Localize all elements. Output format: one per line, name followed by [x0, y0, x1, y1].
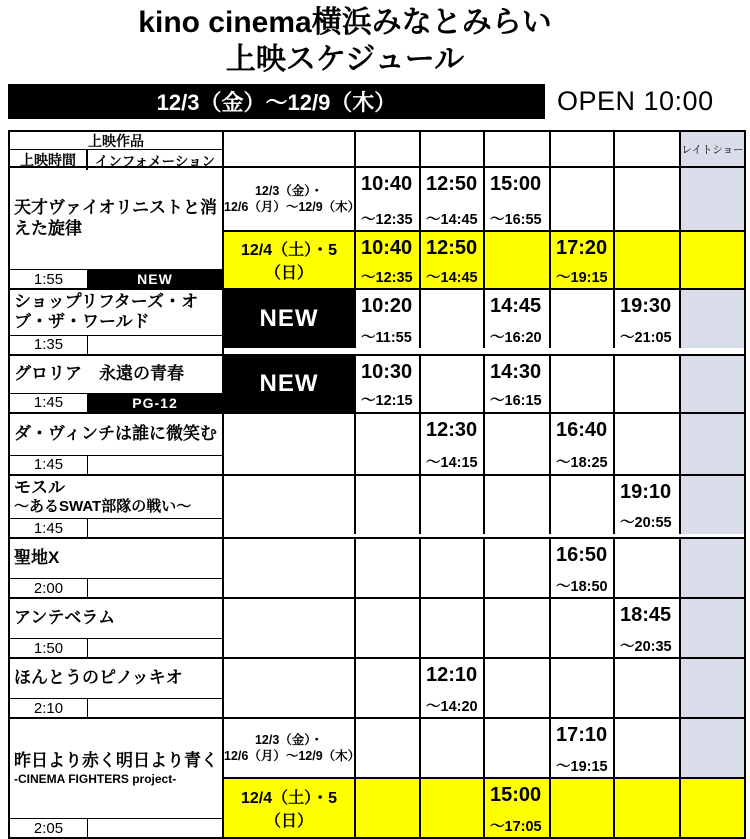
- info-badge: [88, 699, 222, 717]
- showtime-cell: [421, 476, 485, 534]
- showtime-cell: [551, 168, 615, 230]
- showtime-end: ～19:15: [556, 269, 608, 286]
- header-time-column: [356, 132, 421, 166]
- showtime-cell: [356, 539, 421, 597]
- date-cell: [224, 659, 356, 717]
- showtime-cell: [356, 719, 421, 777]
- showtime-cell: [356, 356, 421, 412]
- runtime-value: 1:45: [10, 456, 88, 474]
- showtime-cell: [551, 599, 615, 657]
- showtime-cell: [485, 414, 551, 474]
- runtime-value: 1:45: [10, 394, 88, 412]
- late-show-cell: [681, 290, 744, 348]
- header-time-column: [485, 132, 551, 166]
- showtime-end: ～11:55: [361, 329, 412, 346]
- movie-cell: [10, 356, 224, 412]
- runtime-value: 1:50: [10, 639, 88, 657]
- schedule-subrow: [224, 290, 744, 348]
- subrows: [224, 290, 744, 354]
- date-cell: [224, 476, 356, 534]
- date-cell: [224, 356, 356, 412]
- movie-cell: [10, 168, 224, 288]
- showtime-start: 10:30: [361, 360, 413, 383]
- movie-cell: [10, 476, 224, 537]
- date-cell: [224, 168, 361, 230]
- runtime-info-strip: [10, 578, 222, 597]
- showtime-start: 19:30: [620, 295, 672, 317]
- date-line: 12/3（金）・: [254, 183, 324, 198]
- showtime-end: ～14:15: [426, 455, 478, 472]
- showtime-cell: [551, 414, 615, 474]
- info-badge: [88, 519, 222, 537]
- movie-row: [10, 599, 744, 659]
- showtime-cell: [485, 476, 551, 534]
- header-info-label: インフォメーション: [94, 154, 216, 169]
- showtime-end: ～18:25: [556, 455, 608, 472]
- header-date-column: [224, 132, 356, 166]
- movie-cell: [10, 659, 224, 717]
- runtime-info-strip: [10, 818, 222, 837]
- showtime-start: 16:40: [556, 418, 608, 441]
- showtime-end: ～16:20: [490, 329, 542, 346]
- movie-title: グロリア 永遠の青春: [14, 364, 184, 384]
- showtime-end: ～17:05: [490, 818, 542, 835]
- schedule-subrow: [224, 476, 744, 534]
- movie-row: [10, 290, 744, 356]
- showtime-start: 17:10: [556, 724, 608, 747]
- late-show-cell: [681, 476, 744, 534]
- date-cell: [224, 539, 356, 597]
- info-badge: [88, 456, 222, 474]
- showtime-table: [8, 130, 746, 839]
- info-badge: [88, 819, 222, 837]
- subrows: [224, 659, 744, 717]
- movie-title: ほんとうのピノッキオ: [14, 668, 183, 688]
- showtime-cell: [485, 168, 551, 230]
- runtime-value: 2:00: [10, 579, 88, 597]
- movie-main: [10, 414, 222, 455]
- subrows: [224, 168, 744, 288]
- showtime-start: 17:20: [556, 237, 608, 259]
- movie-title: ダ・ヴィンチは誰に微笑む: [14, 424, 217, 444]
- date-line: 12/3（金）・: [254, 732, 324, 747]
- showtime-start: 10:40: [361, 173, 413, 195]
- showtime-cell: [485, 779, 551, 837]
- date-cell: [224, 232, 356, 288]
- movie-title: ショップリフターズ・オブ・ザ・ワールド: [14, 292, 198, 332]
- header-time-column: [615, 132, 681, 166]
- movie-title: 天才ヴァイオリニストと消えた旋律: [14, 198, 217, 238]
- date-line: 12/6（月）～12/9（木）: [224, 200, 361, 214]
- showtime-cell: [485, 659, 551, 717]
- movie-row: [10, 476, 744, 539]
- showtime-cell: [615, 719, 681, 777]
- showtime-start: 12:10: [426, 664, 478, 687]
- runtime-info-strip: [10, 455, 222, 474]
- showtime-cell: [551, 476, 615, 534]
- movie-cell: [10, 414, 224, 474]
- info-badge: [88, 579, 222, 597]
- movie-row: [10, 356, 744, 414]
- movie-cell: [10, 599, 224, 657]
- movie-row: [10, 168, 744, 290]
- schedule-subrow: [224, 168, 744, 232]
- runtime-value: 1:45: [10, 519, 88, 537]
- showtime-cell: [615, 290, 681, 348]
- late-show-cell: [681, 414, 744, 474]
- date-line: 12/4（土）・5（日）: [240, 242, 338, 282]
- showtime-end: ～20:35: [620, 638, 672, 655]
- movie-subtitle: -CINEMA FIGHTERS project-: [14, 771, 177, 786]
- showtime-start: 12:30: [426, 418, 478, 441]
- movie-row: [10, 659, 744, 719]
- showtime-end: ～18:50: [556, 578, 608, 595]
- info-badge: [88, 336, 222, 354]
- showtime-end: ～12:15: [361, 393, 413, 410]
- showtime-cell: [356, 599, 421, 657]
- runtime-value: 1:55: [10, 270, 88, 288]
- movie-main: [10, 599, 222, 638]
- showtime-cell: [421, 414, 485, 474]
- showtime-cell: [421, 356, 485, 412]
- schedule-title: 上映スケジュール: [225, 43, 465, 76]
- showtime-end: ～19:15: [556, 758, 608, 775]
- schedule-subrow: [224, 659, 744, 717]
- showtime-cell: [356, 476, 421, 534]
- movie-cell: [10, 290, 224, 354]
- late-show-cell: [681, 356, 744, 412]
- showtime-cell: [551, 659, 615, 717]
- showtime-cell: [551, 779, 615, 837]
- late-show-cell: [681, 232, 744, 288]
- schedule-subrow: [224, 232, 744, 288]
- showtime-start: 12:50: [426, 173, 478, 195]
- showtime-start: 12:50: [426, 237, 478, 259]
- movie-subtitle: ～あるSWAT部隊の戦い～: [14, 498, 192, 516]
- movie-main: [10, 659, 222, 698]
- movie-row: [10, 414, 744, 476]
- showtime-cell: [356, 414, 421, 474]
- subrows: [224, 356, 744, 412]
- showtime-cell: [356, 779, 421, 837]
- showtime-cell: [485, 719, 551, 777]
- movie-main: [10, 290, 222, 335]
- schedule-subrow: [224, 539, 744, 597]
- showtime-cell: [551, 719, 615, 777]
- movie-main: [10, 476, 222, 518]
- showtime-cell: [615, 232, 681, 288]
- showtime-cell: [421, 659, 485, 717]
- movie-row: [10, 539, 744, 599]
- movie-main: [10, 539, 222, 578]
- showtime-end: ～21:05: [620, 329, 672, 346]
- info-badge: NEW: [88, 270, 222, 288]
- movie-row: [10, 719, 744, 837]
- showtime-cell: [421, 290, 485, 348]
- date-cell: [224, 414, 356, 474]
- movie-title: 聖地X: [14, 548, 60, 568]
- showtime-start: 15:00: [490, 784, 542, 807]
- date-line: 12/4（土）・5（日）: [240, 790, 338, 831]
- showtime-cell: [356, 232, 421, 288]
- date-cell: [224, 779, 356, 837]
- showtime-cell: [421, 539, 485, 597]
- showtime-cell: [551, 290, 615, 348]
- runtime-value: 2:05: [10, 819, 88, 837]
- header-late-show-label: レイトショー: [681, 132, 744, 166]
- movie-cell: [10, 719, 224, 837]
- movie-rows-container: [10, 168, 744, 837]
- schedule-subrow: [224, 779, 744, 837]
- schedule-subrow: [224, 719, 744, 779]
- subrows: [224, 414, 744, 474]
- showtime-start: 19:10: [620, 480, 672, 503]
- info-badge: [88, 639, 222, 657]
- info-badge: PG-12: [88, 394, 222, 412]
- schedule-subrow: [224, 599, 744, 657]
- showtime-cell: [421, 168, 485, 230]
- runtime-info-strip: [10, 518, 222, 537]
- runtime-info-strip: [10, 335, 222, 354]
- showtime-cell: [551, 232, 615, 288]
- movie-cell: [10, 539, 224, 597]
- runtime-info-strip: [10, 698, 222, 717]
- showtime-cell: [551, 356, 615, 412]
- runtime-value: 2:10: [10, 699, 88, 717]
- showtime-cell: [356, 168, 421, 230]
- showtime-start: 14:30: [490, 360, 542, 383]
- showtime-start: 15:00: [490, 173, 542, 195]
- late-show-cell: [681, 779, 744, 837]
- open-time-label: OPEN 10:00: [557, 86, 714, 116]
- late-show-cell: [681, 539, 744, 597]
- date-range-banner: 12/3（金）～12/9（木）: [8, 84, 545, 119]
- schedule-subrow: [224, 414, 744, 474]
- showtime-end: ～12:35: [361, 269, 413, 286]
- runtime-info-strip: [10, 393, 222, 412]
- showtime-cell: [485, 539, 551, 597]
- showtime-start: 14:45: [490, 295, 542, 317]
- header-time-column: [551, 132, 615, 166]
- showtime-cell: [615, 779, 681, 837]
- showtime-end: ～14:45: [426, 269, 478, 286]
- showtime-cell: [615, 414, 681, 474]
- showtime-end: ～20:55: [620, 515, 672, 532]
- late-show-cell: [681, 599, 744, 657]
- subrows: [224, 476, 744, 537]
- date-line: NEW: [259, 305, 319, 332]
- showtime-end: ～12:35: [361, 211, 413, 228]
- showtime-cell: [421, 719, 485, 777]
- showtime-end: ～14:20: [426, 698, 478, 715]
- date-cell: [224, 599, 356, 657]
- showtime-end: ～16:55: [490, 211, 542, 228]
- showtime-cell: [615, 168, 681, 230]
- late-show-cell: [681, 659, 744, 717]
- movie-main: [10, 719, 222, 818]
- date-line: 12/6（月）～12/9（木）: [224, 749, 361, 764]
- date-line: NEW: [259, 369, 319, 397]
- showtime-start: 16:50: [556, 544, 608, 567]
- header-works-label: 上映作品: [10, 132, 222, 150]
- header-time-column: [421, 132, 485, 166]
- movie-title: モスル: [14, 477, 65, 497]
- showtime-end: ～14:45: [426, 211, 478, 228]
- table-header-row: [10, 132, 744, 168]
- showtime-start: 18:45: [620, 604, 672, 627]
- movie-main: [10, 356, 222, 393]
- runtime-value: 1:35: [10, 336, 88, 354]
- header-works-block: [10, 132, 224, 169]
- showtime-cell: [421, 232, 485, 288]
- showtime-cell: [356, 659, 421, 717]
- showtime-cell: [615, 476, 681, 534]
- showtime-cell: [485, 599, 551, 657]
- showtime-end: ～16:15: [490, 393, 542, 410]
- runtime-info-strip: [10, 638, 222, 657]
- showtime-cell: [615, 356, 681, 412]
- showtime-cell: [615, 659, 681, 717]
- page-title: [0, 0, 690, 78]
- showtime-cell: [421, 599, 485, 657]
- cinema-name-title: kino cinema横浜みなとみらい: [138, 6, 552, 39]
- header-runtime-label: 上映時間: [10, 150, 88, 170]
- period-bar-row: [8, 84, 750, 119]
- movie-main: [10, 168, 222, 269]
- showtime-cell: [615, 599, 681, 657]
- date-cell: [224, 719, 361, 777]
- subrows: [224, 599, 744, 657]
- subrows: [224, 539, 744, 597]
- showtime-start: 10:20: [361, 295, 413, 317]
- subrows: [224, 719, 744, 837]
- showtime-cell: [485, 232, 551, 288]
- showtime-cell: [356, 290, 421, 348]
- schedule-subrow: [224, 356, 744, 412]
- showtime-cell: [421, 779, 485, 837]
- showtime-start: 10:40: [361, 237, 413, 259]
- late-show-cell: [681, 719, 744, 777]
- date-cell: [224, 290, 356, 348]
- late-show-cell: [681, 168, 744, 230]
- runtime-info-strip: [10, 269, 222, 288]
- showtime-cell: [551, 539, 615, 597]
- showtime-cell: [485, 356, 551, 412]
- movie-title: アンテベラム: [14, 608, 116, 628]
- movie-title: 昨日より赤く明日より青く: [14, 751, 218, 771]
- showtime-cell: [615, 539, 681, 597]
- showtime-cell: [485, 290, 551, 348]
